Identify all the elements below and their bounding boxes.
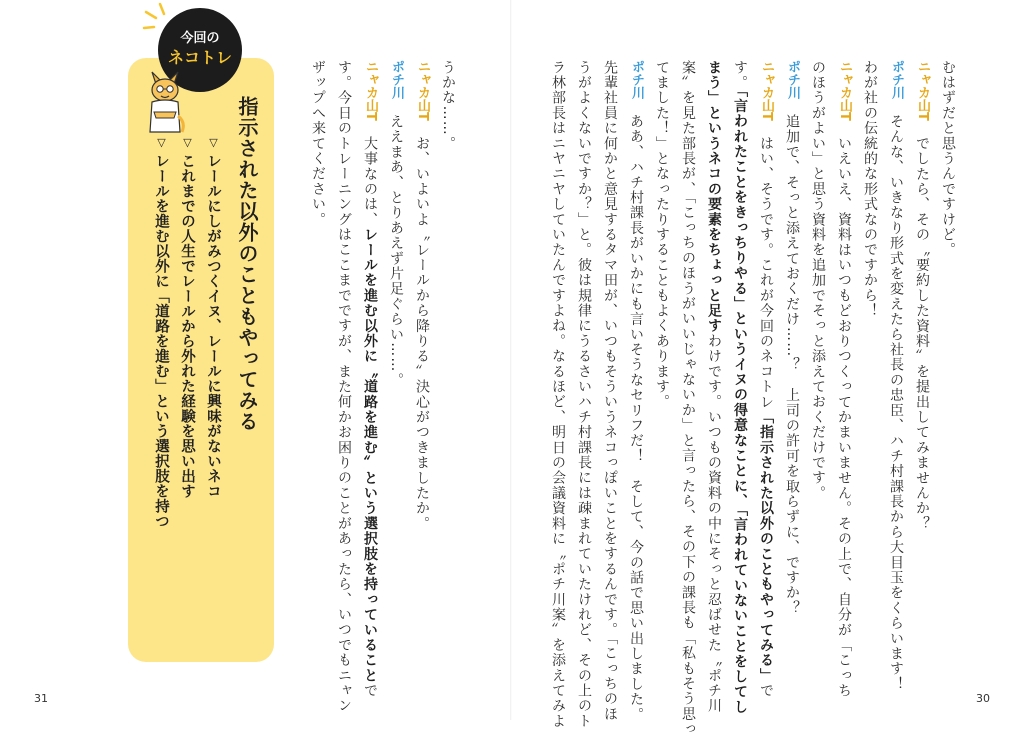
speaker-label: ニャカ山T bbox=[363, 60, 378, 121]
text-column bbox=[598, 60, 620, 722]
page-number-right: 30 bbox=[976, 692, 990, 705]
body-text: 追加で、そっと添えておくだけ……？ 上司の許可を取らずに、ですか？ bbox=[784, 114, 800, 616]
summary-bullet bbox=[204, 136, 224, 536]
text-column bbox=[572, 60, 594, 729]
body-text: ザップへ来てください。 bbox=[310, 60, 326, 228]
text-column bbox=[436, 60, 458, 660]
body-text: で bbox=[758, 683, 774, 699]
summary-heading: 指示された以外のこともやってみる bbox=[235, 96, 259, 432]
body-text: はい、そうです。これが今回のネコトレ bbox=[758, 136, 774, 410]
speaker-label: ポチ川 bbox=[889, 60, 904, 99]
speaker-label: ニャカ山T bbox=[915, 60, 930, 121]
speaker-label: ポチ川 bbox=[389, 60, 404, 99]
text-column bbox=[332, 60, 354, 714]
emphasis-text: まう」というネコの要素をちょっと足す bbox=[706, 60, 722, 334]
speaker-label: ポチ川 bbox=[785, 60, 800, 99]
body-text: ラ林部長はニヤニヤしていたんですよね。なるほど、明日の会議資料に〝ポチ川案〟を添えてみよ bbox=[550, 60, 566, 729]
body-text: す。 bbox=[732, 60, 748, 91]
body-text: ああ、ハチ村課長がいかにも言いそうなセリフだ！ そして、今の話で思い出しました。 bbox=[628, 114, 644, 723]
summary-bullet bbox=[178, 136, 198, 536]
dialogue-line bbox=[624, 60, 646, 723]
text-column bbox=[806, 60, 828, 660]
cat-teacher-illustration bbox=[140, 66, 190, 138]
emphasis-text: 「指示された以外のこともやってみる」 bbox=[758, 409, 774, 684]
text-column bbox=[936, 60, 958, 660]
page-gutter bbox=[510, 0, 512, 720]
dialogue-line bbox=[832, 60, 854, 699]
bullet-text: これまでの人生でレールから外れた経験を思い出す bbox=[179, 153, 195, 499]
speaker-label: ニャカ山T bbox=[837, 60, 852, 121]
body-text: す。今日のトレーニングはここまでですが、また何かお困りのことがあったら、いつでもニャン bbox=[336, 60, 352, 714]
text-column bbox=[858, 60, 880, 660]
body-text: むはずだと思うんですけど。 bbox=[940, 60, 956, 258]
speaker-label: ニャカ山T bbox=[415, 60, 430, 121]
text-column bbox=[650, 60, 672, 660]
body-text: でしたら、その〝要約した資料〟を提出してみませんか？ bbox=[914, 136, 930, 532]
text-column bbox=[728, 60, 750, 715]
text-column bbox=[546, 60, 568, 729]
body-text: 大事なのは、 bbox=[362, 136, 378, 228]
body-text: うかな……。 bbox=[440, 60, 456, 152]
body-text: ええまあ、とりあえず片足ぐらい……。 bbox=[388, 114, 404, 388]
page-number-left: 31 bbox=[34, 692, 48, 705]
badge-main-text: ネコトレ bbox=[167, 48, 232, 67]
triangle-bullet-icon: ▽ bbox=[155, 136, 168, 150]
body-text: 先輩社員に何かと意見するタマ田が、いつもそういうネコっぽいことをするんです。「こっちのほ bbox=[602, 60, 618, 722]
body-text: うがよくないですか？」と。彼は規律にうるさいハチ村課長には疎まれていたけれど、その上のト bbox=[576, 60, 592, 729]
body-text: わが社の伝統的な形式なのですから！ bbox=[862, 60, 878, 319]
dialogue-line bbox=[410, 60, 432, 660]
dialogue-line bbox=[884, 60, 906, 692]
body-text: お、いよいよ〝レールから降りる〟決心がつきましたか。 bbox=[414, 136, 430, 532]
body-text: いえいえ、資料はいつもどおりつくってかまいません。その上で、自分が「こっち bbox=[836, 136, 852, 699]
dialogue-line bbox=[384, 60, 406, 660]
speaker-label: ポチ川 bbox=[629, 60, 644, 99]
emphasis-text: レールを進む以外に〝道路を進む〟という選択肢を持っていること bbox=[362, 227, 378, 684]
dialogue-line bbox=[754, 60, 776, 699]
body-text: てました！」となったりすることもよくあります。 bbox=[654, 60, 670, 410]
body-text: 案〟を見た部長が、「こっちのほうがいいじゃないか」と言ったら、その下の課長も「私もそう思っ bbox=[680, 60, 696, 737]
bullet-text: レールにしがみつくイヌ、レールに興味がないネコ bbox=[205, 153, 221, 499]
badge-top-text: 今回の bbox=[180, 31, 220, 46]
emphasis-text: 「言われたことをきっちりやる」というイヌの得意なことに、「言われていないことをしてし bbox=[732, 90, 748, 715]
summary-bullet bbox=[152, 136, 172, 536]
speaker-label: ニャカ山T bbox=[759, 60, 774, 121]
text-column bbox=[676, 60, 698, 737]
bullet-text: レールを進む以外に「道路を進む」という選択肢を持つ bbox=[153, 153, 169, 529]
triangle-bullet-icon: ▽ bbox=[181, 136, 194, 150]
body-text: わけです。いつもの資料の中にそっと忍ばせた〝ポチ川 bbox=[706, 333, 722, 714]
dialogue-line bbox=[780, 60, 802, 660]
dialogue-line bbox=[358, 60, 380, 699]
body-text: そんな、いきなり形式を変えたら社長の忠臣、ハチ村課長から大目玉をくらいます！ bbox=[888, 114, 904, 692]
text-column bbox=[306, 60, 328, 660]
body-text: のほうがよい」と思う資料を追加でそっと添えておくだけです。 bbox=[810, 60, 826, 501]
body-text: で bbox=[362, 683, 378, 699]
triangle-bullet-icon: ▽ bbox=[207, 136, 220, 150]
dialogue-line bbox=[910, 60, 932, 660]
text-column bbox=[702, 60, 724, 714]
